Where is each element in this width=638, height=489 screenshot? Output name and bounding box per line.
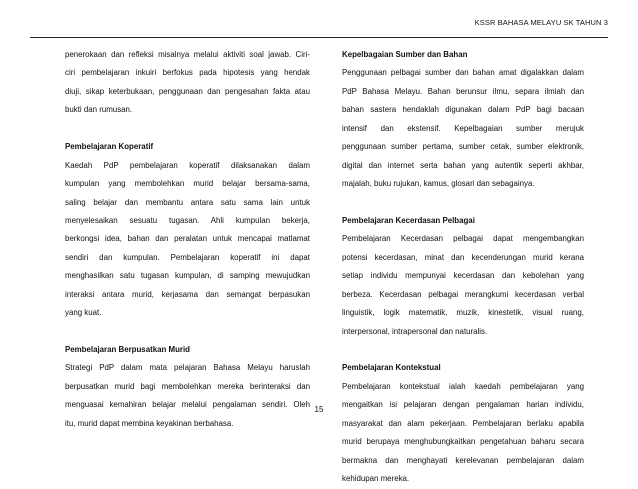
section-heading: Pembelajaran Koperatif [65,142,154,152]
text-line: linguistik, logik matematik, muzik, kinestetik, visual ruang, [342,308,584,318]
text-line: menghasilkan satu tugasan kumpulan, di samping mewujudkan [65,271,310,281]
paragraph-gap [65,120,310,138]
text-line: sendiri dan kumpulan. Pembelajaran koperatif ini dapat [65,252,310,262]
text-line: yang kuat. [65,308,102,318]
text-line: bahan sastera hendaklah digunakan dalam PdP bagi bacaan [342,105,584,115]
text-line: interaksi antara murid, kerjasama dan semangat berpasukan [65,289,310,299]
text-line: PdP Bahasa Melayu. Bahan berunsur ilmu, separa ilmiah dan [342,86,584,96]
text-line: berpusatkan murid bagi membolehkan mereka berinteraksi dan [65,381,310,391]
text-line: murid berupaya menghubungkaitkan pengetahuan baharu secara [342,437,584,447]
text-line: potensi kecerdasan, minat dan kecenderungan murid kerana [342,252,584,262]
text-line: menguasai kemahiran belajar melalui pengalaman sendiri. Oleh [65,400,310,410]
text-line: Pembelajaran Kecerdasan pelbagai dapat mengembangkan [342,234,584,244]
header-divider [30,37,608,38]
text-line: ciri pembelajaran inkuiri berfokus pada hipotesis yang hendak [65,68,310,78]
running-header: KSSR BAHASA MELAYU SK TAHUN 3 [474,18,608,27]
text-line: Pembelajaran kontekstual ialah kaedah pembelajaran yang [342,381,584,391]
right-column [342,46,584,489]
text-line: menyelesaikan sesuatu tugasan. Ahli kumpulan bekerja, [65,215,310,225]
paragraph-gap [65,323,310,341]
section-heading: Pembelajaran Kontekstual [342,363,441,373]
text-line: interpersonal, intrapersonal dan naturalis. [342,326,488,336]
text-line: saling belajar dan membantu antara satu sama lain untuk [65,197,310,207]
text-line: digital dan internet serta bahan yang autentik seperti akhbar, [342,160,584,170]
text-line: Kaedah PdP pembelajaran koperatif dilaksanakan dalam [65,160,310,170]
left-column [65,46,310,433]
text-line: intensif dan ekstensif. Kepelbagaian sumber merujuk [342,123,584,133]
page-number: 15 [314,405,324,414]
text-line: kehidupan mereka. [342,474,410,484]
section-heading: Kepelbagaian Sumber dan Bahan [342,50,468,59]
text-line: itu, murid dapat membina keyakinan berbahasa. [65,418,234,428]
section-heading: Pembelajaran Kecerdasan Pelbagai [342,215,475,225]
paragraph-gap [342,194,584,212]
text-line: Strategi PdP dalam mata pelajaran Bahasa Melayu haruslah [65,363,310,373]
text-line: diuji, sikap keterbukaan, penggunaan dan pengesahan fakta atau [65,86,310,96]
text-line: kumpulan yang membolehkan murid belajar bersama-sama, [65,179,310,189]
text-line: bukti dan rumusan. [65,105,133,115]
section-heading: Pembelajaran Berpusatkan Murid [65,345,190,354]
text-line: mengaitkan isi pelajaran dengan pengalaman harian individu, [342,400,584,410]
text-line: penerokaan dan refleksi misalnya melalui aktiviti soal jawab. Ciri- [65,50,310,59]
text-line: berkongsi idea, bahan dan peralatan untuk mencapai matlamat [65,234,310,244]
text-line: majalah, buku rujukan, kamus, glosari dan sebagainya. [342,179,535,189]
text-line: bermakna dan menghayati kerelevanan pembelajaran dalam [342,455,584,465]
text-line: Penggunaan pelbagai sumber dan bahan amat digalakkan dalam [342,68,584,78]
text-line: berbeza. Kecerdasan pelbagai merangkumi kecerdasan verbal [342,289,584,299]
paragraph-gap [342,341,584,359]
text-line: penggunaan sumber pertama, sumber cetak, sumber elektronik, [342,142,584,152]
text-line: masyarakat dan alam pekerjaan. Pembelajaran berlaku apabila [342,418,584,428]
text-line: setiap individu mempunyai kecerdasan dan kebolehan yang [342,271,584,281]
